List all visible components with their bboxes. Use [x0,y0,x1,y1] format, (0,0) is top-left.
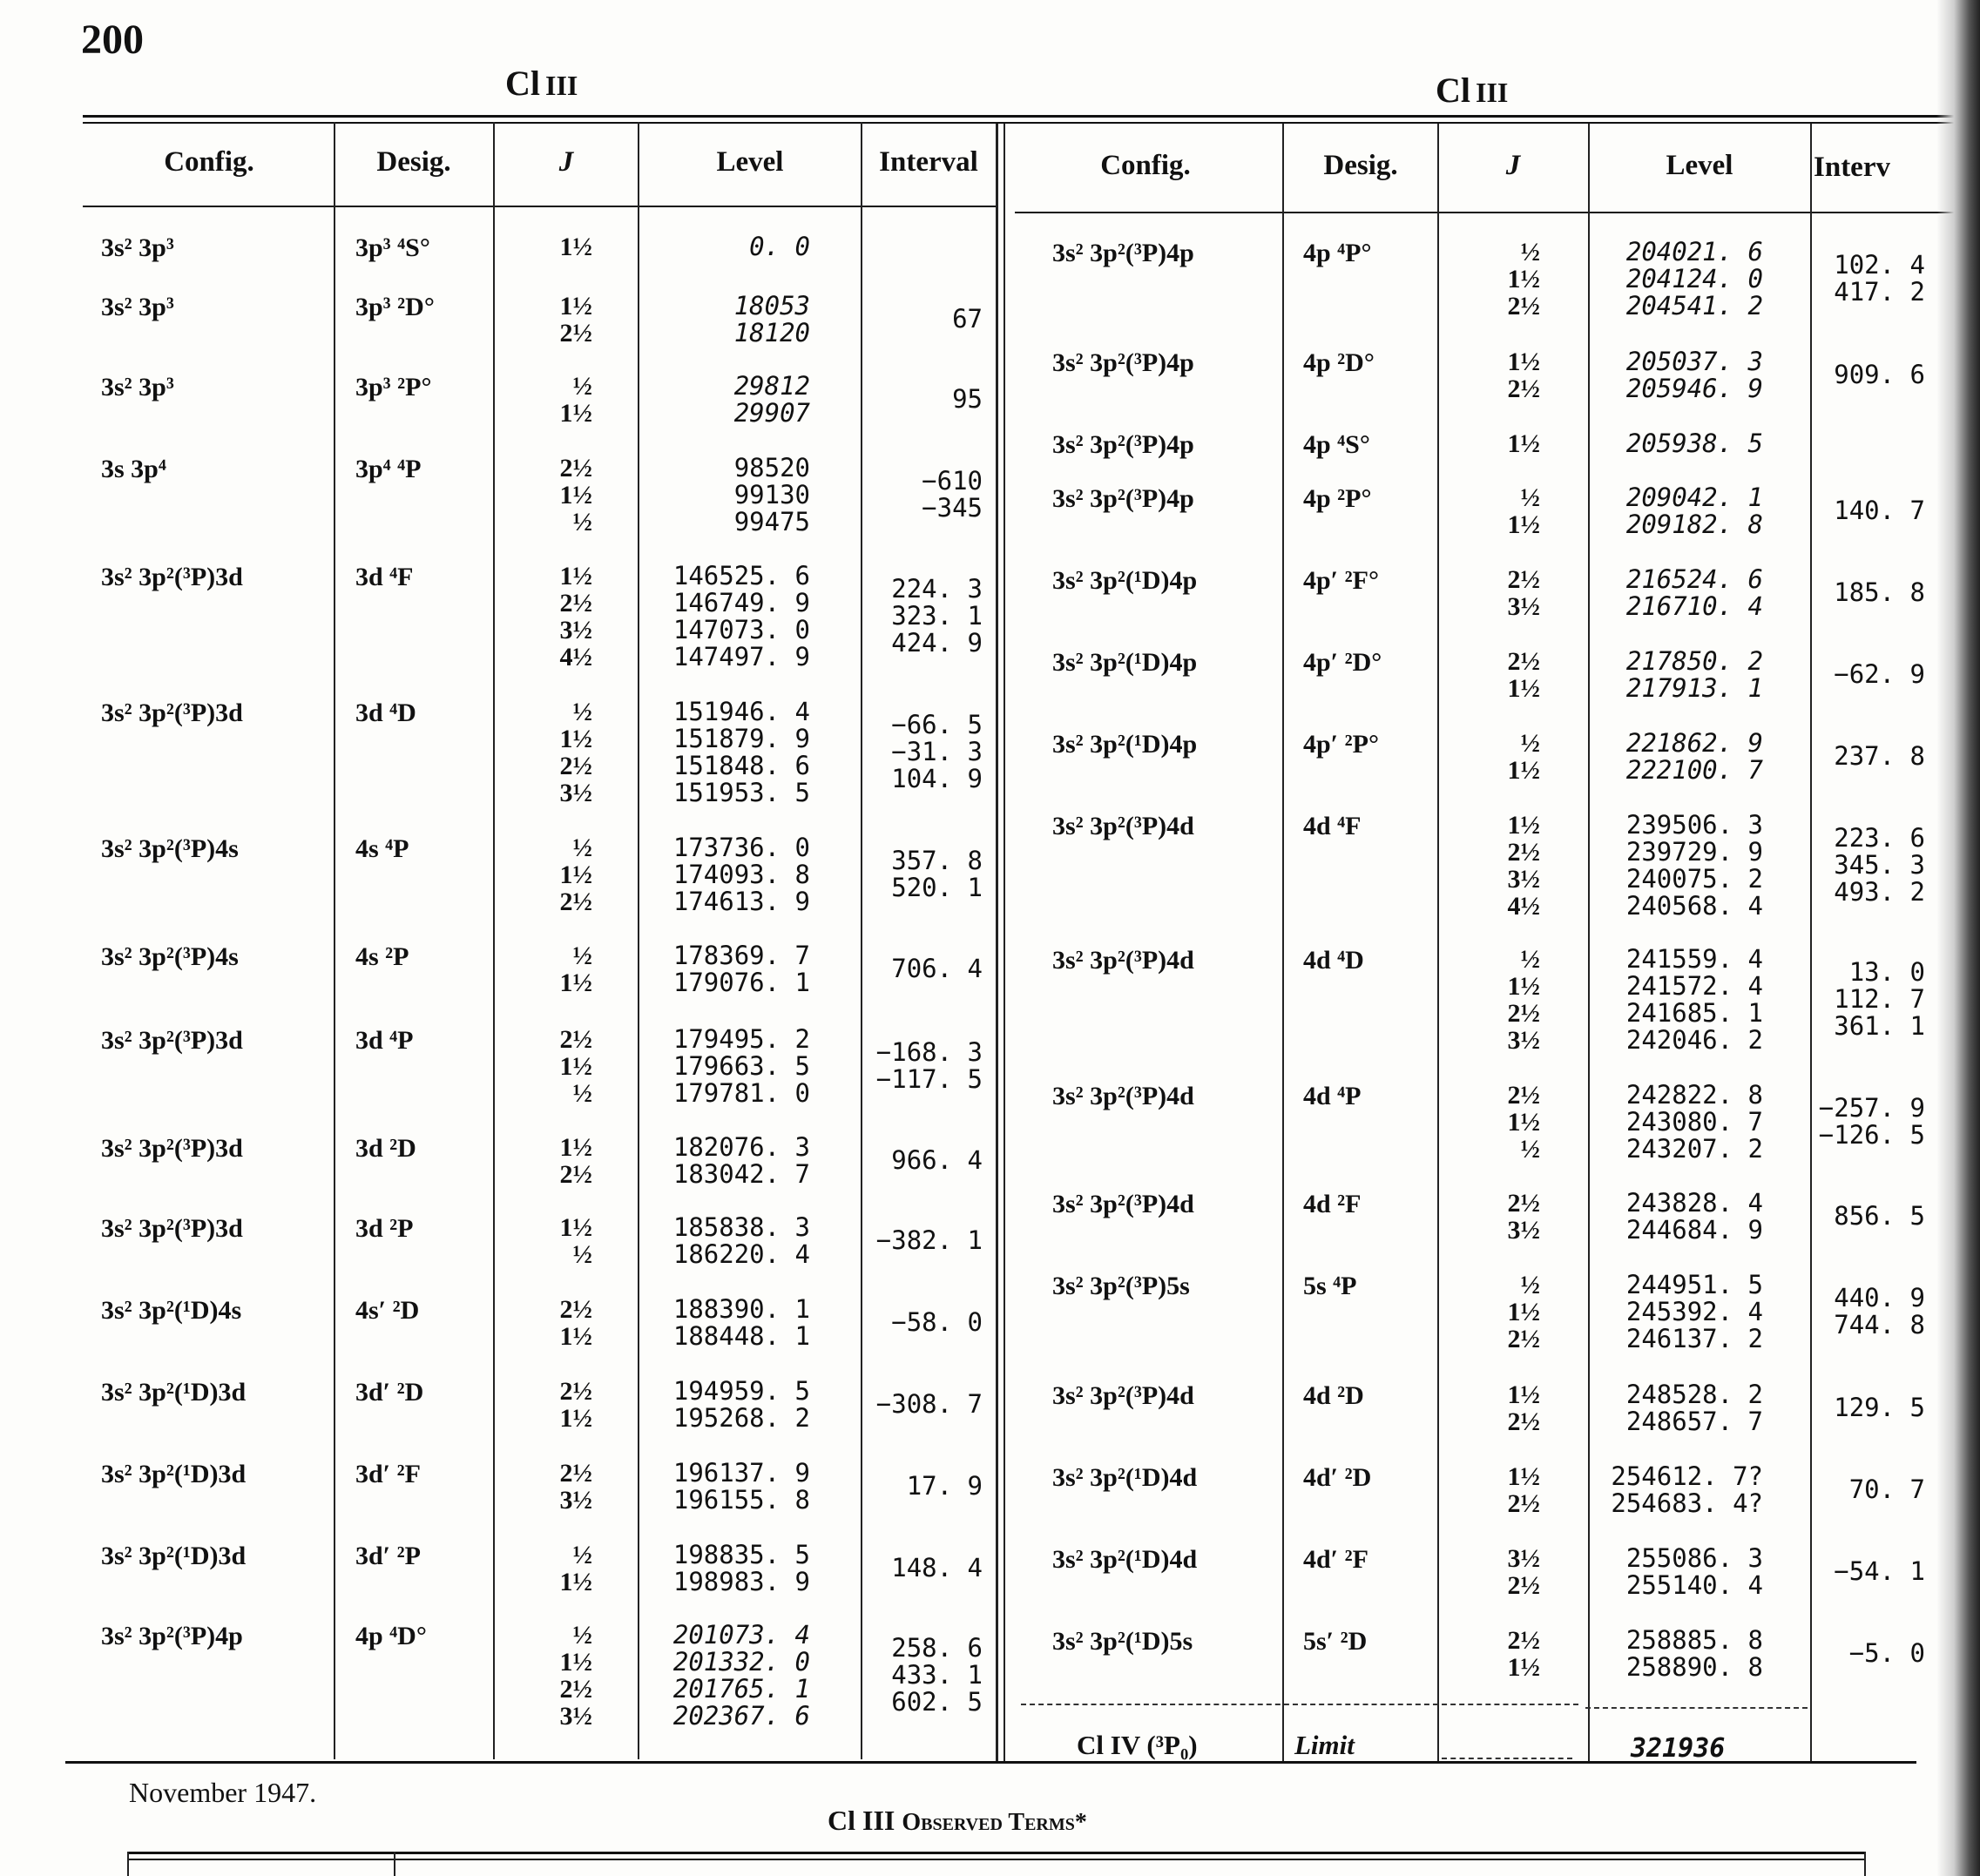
level-values: 248528. 2 248657. 7 [1625,1380,1763,1436]
j-values: 1½ 2½ [559,1133,592,1189]
interval-values: 706. 4 [891,954,983,983]
right-table-title [1436,70,1508,111]
right-header-config: Config. [1100,150,1191,181]
term-config: 3s² 3p²(³P)4p [1052,239,1194,267]
term-designation: 4p ⁴S° [1303,430,1370,459]
term-config: 3s² 3p²(³P)4d [1052,812,1194,840]
level-values: 185838. 3 186220. 4 [672,1212,810,1269]
j-values: 2½ 1½ [559,1377,592,1433]
j-values: 2½ 1½ [1507,647,1540,703]
level-values: 98520 99130 99475 [733,453,810,536]
term-config: 3s² 3p²(³P)4p [1052,348,1194,377]
j-values: ½ 1½ 2½ [559,833,592,916]
j-values: 1½ 2½ [1507,348,1540,403]
term-designation: 4p′ ²D° [1303,648,1382,677]
level-values: 209042. 1 209182. 8 [1625,482,1763,539]
term-designation: 4d′ ²F [1303,1545,1368,1574]
j-values: ½ 1½ [559,941,592,997]
j-values: 1½ [1507,429,1540,458]
j-values: ½ 1½ 2½ [1507,1271,1540,1353]
term-config: 3s² 3p²(¹D)4p [1052,566,1198,595]
interval-values: 140. 7 [1834,496,1925,525]
j-values: ½ 1½ [1507,729,1540,785]
term-designation: 3p³ ²P° [355,373,432,402]
term-designation: 4s ⁴P [355,834,409,863]
limit-config: Cl IV (³P₀) [1077,1730,1198,1760]
interval-values: −54. 1 [1834,1556,1925,1586]
term-config: 3s² 3p²(¹D)4p [1052,730,1198,759]
j-values: ½ 1½ 2½ 3½ [559,1621,592,1731]
term-designation: 3d ⁴P [355,1026,414,1055]
left-header-desig: Desig. [376,146,451,178]
terms-table-divider [394,1852,395,1876]
j-values: 2½ 3½ [1507,1189,1540,1245]
term-config: 3s 3p⁴ [101,455,166,483]
term-config: 3s² 3p³ [101,293,174,321]
interval-values: 17. 9 [906,1471,983,1501]
interval-values: −382. 1 [875,1225,983,1255]
j-values: 2½ 3½ [559,1459,592,1515]
interval-values: −66. 5 −31. 3 104. 9 [891,710,983,793]
col-divider [638,122,639,1759]
terms-table-right-edge [1864,1852,1866,1876]
interval-values: 440. 9 744. 8 [1834,1283,1925,1340]
j-values: 1½ ½ [559,1213,592,1269]
left-header-level: Level [716,146,784,178]
term-config: 3s² 3p³ [101,373,174,402]
term-config: 3s² 3p²(³P)4p [1052,484,1194,513]
j-values: 2½ 1½ [559,1295,592,1351]
interval-values: −257. 9 −126. 5 [1818,1093,1925,1150]
center-divider [996,124,998,1761]
term-config: 3s² 3p²(³P)3d [101,563,243,591]
level-values: 29812 29907 [733,371,810,428]
top-double-rule-2 [83,122,1964,124]
level-values: 242822. 8 243080. 7 243207. 2 [1625,1080,1763,1164]
left-title-element: Cl [505,64,540,103]
scan-shadow [1936,0,1980,1876]
j-values: 1½ 2½ [1507,1462,1540,1518]
col-divider [861,122,862,1759]
term-config: 3s² 3p²(¹D)4d [1052,1463,1198,1492]
term-designation: 3p⁴ ⁴P [355,455,422,483]
level-values: 244951. 5 245392. 4 246137. 2 [1625,1270,1763,1353]
right-title-element: Cl [1436,71,1470,110]
interval-values: 102. 4 417. 2 [1834,250,1925,307]
right-header-j: J [1505,150,1521,181]
interval-values: −5. 0 [1848,1638,1925,1668]
interval-values: −308. 7 [875,1389,983,1419]
right-title-ion: III [1476,77,1509,108]
page-number: 200 [81,17,144,63]
term-config: 3s² 3p²(³P)3d [101,1134,243,1163]
level-values: 182076. 3 183042. 7 [672,1132,810,1189]
interval-values: −610 −345 [922,466,983,523]
level-values: 179495. 2 179663. 5 179781. 0 [672,1024,810,1108]
term-designation: 4p′ ²P° [1303,730,1379,759]
term-designation: 4s′ ²D [355,1296,420,1325]
col-divider [334,122,335,1759]
j-values: 2½ 1½ ½ [559,1025,592,1108]
j-values: 2½ 1½ ½ [559,454,592,536]
level-values: 254612. 7? 254683. 4? [1611,1461,1763,1518]
left-header-config: Config. [164,146,254,178]
level-values: 216524. 6 216710. 4 [1625,564,1763,621]
observed-terms-ion: Cl III [828,1805,895,1836]
level-values: 178369. 7 179076. 1 [672,941,810,997]
j-values: ½ 1½ [559,1541,592,1596]
limit-j-blank [1442,1758,1572,1759]
col-divider [1588,124,1590,1761]
limit-separator [1021,1704,1578,1705]
term-config: 3s² 3p²(³P)4s [101,942,239,971]
terms-table-left-edge [127,1852,129,1876]
term-designation: 4d ⁴P [1303,1082,1362,1110]
level-values: 243828. 4 244684. 9 [1625,1188,1763,1245]
limit-label: Limit [1294,1730,1355,1760]
term-designation: 3d′ ²F [355,1460,421,1488]
observed-terms-label: Observed Terms* [902,1809,1087,1836]
term-designation: 5s′ ²D [1303,1627,1368,1656]
col-divider [1282,124,1284,1761]
term-config: 3s² 3p²(³P)3d [101,698,243,727]
level-values: 217850. 2 217913. 1 [1625,646,1763,703]
j-values: 1½ 2½ 3½ 4½ [559,562,592,671]
level-values: 146525. 6 146749. 9 147073. 0 147497. 9 [672,561,810,671]
level-values: 151946. 4 151879. 9 151848. 6 151953. 5 [672,697,810,807]
limit-level: 321936 [1631,1733,1726,1764]
level-values: 204021. 6 204124. 0 204541. 2 [1625,237,1763,321]
footer-date: November 1947. [129,1777,317,1808]
term-designation: 4d ²F [1303,1190,1362,1218]
interval-values: 966. 4 [891,1145,983,1175]
interval-values: −58. 0 [891,1307,983,1337]
j-values: 2½ 1½ [1507,1626,1540,1682]
term-config: 3s² 3p²(¹D)3d [101,1542,247,1570]
right-header-level: Level [1666,150,1733,181]
interval-values: 148. 4 [891,1553,983,1582]
level-values: 241559. 4 241572. 4 241685. 1 242046. 2 [1625,944,1763,1055]
term-config: 3s² 3p²(³P)4d [1052,1381,1194,1410]
j-values: 1½ 2½ 3½ 4½ [1507,811,1540,921]
term-designation: 3d ⁴D [355,698,416,727]
j-values: 1½ 2½ [1507,1380,1540,1436]
right-header-interval: Interv [1814,152,1890,183]
term-config: 3s² 3p²(¹D)3d [101,1378,247,1407]
interval-values: 95 [952,384,983,414]
interval-values: 909. 6 [1834,360,1925,389]
interval-values: 67 [952,304,983,334]
observed-terms-title [828,1805,1087,1837]
term-config: 3s² 3p²(³P)4d [1052,946,1194,975]
interval-values: 13. 0 112. 7 361. 1 [1834,957,1925,1041]
term-designation: 5s ⁴P [1303,1272,1357,1300]
left-title-ion: III [545,70,578,101]
term-config: 3s² 3p²(³P)4d [1052,1190,1194,1218]
interval-values: 224. 3 323. 1 424. 9 [891,574,983,658]
j-values: ½ 1½ 2½ 3½ [559,698,592,807]
level-values: 239506. 3 239729. 9 240075. 2 240568. 4 [1625,810,1763,921]
term-config: 3s² 3p²(¹D)4s [101,1296,242,1325]
level-values: 194959. 5 195268. 2 [672,1376,810,1433]
term-designation: 4d ²D [1303,1381,1364,1410]
j-values: 1½ [559,233,592,261]
term-config: 3s² 3p²(³P)3d [101,1214,243,1243]
term-designation: 4d ⁴D [1303,946,1364,975]
term-designation: 3p³ ²D° [355,293,435,321]
level-values: 205037. 3 205946. 9 [1625,347,1763,403]
right-header-desig: Desig. [1323,150,1398,181]
interval-values: 237. 8 [1834,741,1925,771]
interval-values: −168. 3 −117. 5 [875,1037,983,1094]
term-designation: 3d ²D [355,1134,416,1163]
interval-values: 856. 5 [1834,1201,1925,1231]
top-double-rule-1 [83,115,1964,118]
term-designation: 4p ⁴P° [1303,239,1372,267]
term-config: 3s² 3p²(¹D)4p [1052,648,1198,677]
j-values: ½ 1½ [1507,483,1540,539]
term-config: 3s² 3p²(³P)4p [1052,430,1194,459]
interval-values: 258. 6 433. 1 602. 5 [891,1633,983,1717]
level-values: 196137. 9 196155. 8 [672,1458,810,1515]
j-values: 2½ 3½ [1507,565,1540,621]
term-designation: 3d′ ²D [355,1378,424,1407]
term-designation: 4p ²P° [1303,484,1372,513]
col-divider [493,122,495,1759]
term-config: 3s² 3p²(³P)4d [1052,1082,1194,1110]
term-designation: 4p′ ²F° [1303,566,1379,595]
term-config: 3s² 3p²(¹D)4d [1052,1545,1198,1574]
term-config: 3s² 3p²(¹D)5s [1052,1627,1193,1656]
term-config: 3s² 3p²(¹D)3d [101,1460,247,1488]
level-values: 258885. 8 258890. 8 [1625,1625,1763,1682]
interval-values: −62. 9 [1834,659,1925,689]
level-values: 198835. 5 198983. 9 [672,1540,810,1596]
term-config: 3s² 3p²(³P)5s [1052,1272,1190,1300]
level-values: 0. 0 [749,232,810,261]
interval-values: 70. 7 [1848,1474,1925,1504]
col-divider [1437,124,1439,1761]
level-values: 201073. 4 201332. 0 201765. 1 202367. 6 [672,1620,810,1731]
j-values: ½ 1½ 2½ [1507,238,1540,321]
j-values: ½ 1½ 2½ 3½ [1507,945,1540,1055]
center-divider [1004,124,1005,1761]
term-designation: 3d′ ²P [355,1542,421,1570]
interval-values: 185. 8 [1834,577,1925,607]
term-config: 3s² 3p²(³P)4p [101,1622,243,1650]
term-config: 3s² 3p³ [101,233,174,262]
limit-separator [1585,1707,1808,1709]
interval-values: 129. 5 [1834,1393,1925,1422]
right-header-rule [1015,212,1964,213]
level-values: 205938. 5 [1625,429,1763,458]
terms-table-top-rule [127,1852,1865,1854]
left-header-j: J [558,146,574,178]
term-designation: 4s ²P [355,942,409,971]
term-designation: 4p ⁴D° [355,1622,427,1650]
term-designation: 3d ⁴F [355,563,414,591]
level-values: 173736. 0 174093. 8 174613. 9 [672,833,810,916]
left-table-title [505,63,578,104]
term-designation: 4d ⁴F [1303,812,1362,840]
j-values: 2½ 1½ ½ [1507,1081,1540,1164]
left-header-interval: Interval [879,146,978,178]
term-designation: 3p³ ⁴S° [355,233,430,262]
level-values: 188390. 1 188448. 1 [672,1294,810,1351]
term-config: 3s² 3p²(³P)3d [101,1026,243,1055]
interval-values: 223. 6 345. 3 493. 2 [1834,823,1925,907]
term-designation: 4d′ ²D [1303,1463,1372,1492]
terms-table-top-rule-2 [127,1859,1865,1860]
j-values: 1½ 2½ [559,292,592,348]
j-values: 3½ 2½ [1507,1544,1540,1600]
term-designation: 3d ²P [355,1214,414,1243]
level-values: 221862. 9 222100. 7 [1625,728,1763,785]
term-designation: 4p ²D° [1303,348,1375,377]
interval-values: 357. 8 520. 1 [891,846,983,902]
level-values: 18053 18120 [733,291,810,348]
j-values: ½ 1½ [559,372,592,428]
term-config: 3s² 3p²(³P)4s [101,834,239,863]
level-values: 255086. 3 255140. 4 [1625,1543,1763,1600]
